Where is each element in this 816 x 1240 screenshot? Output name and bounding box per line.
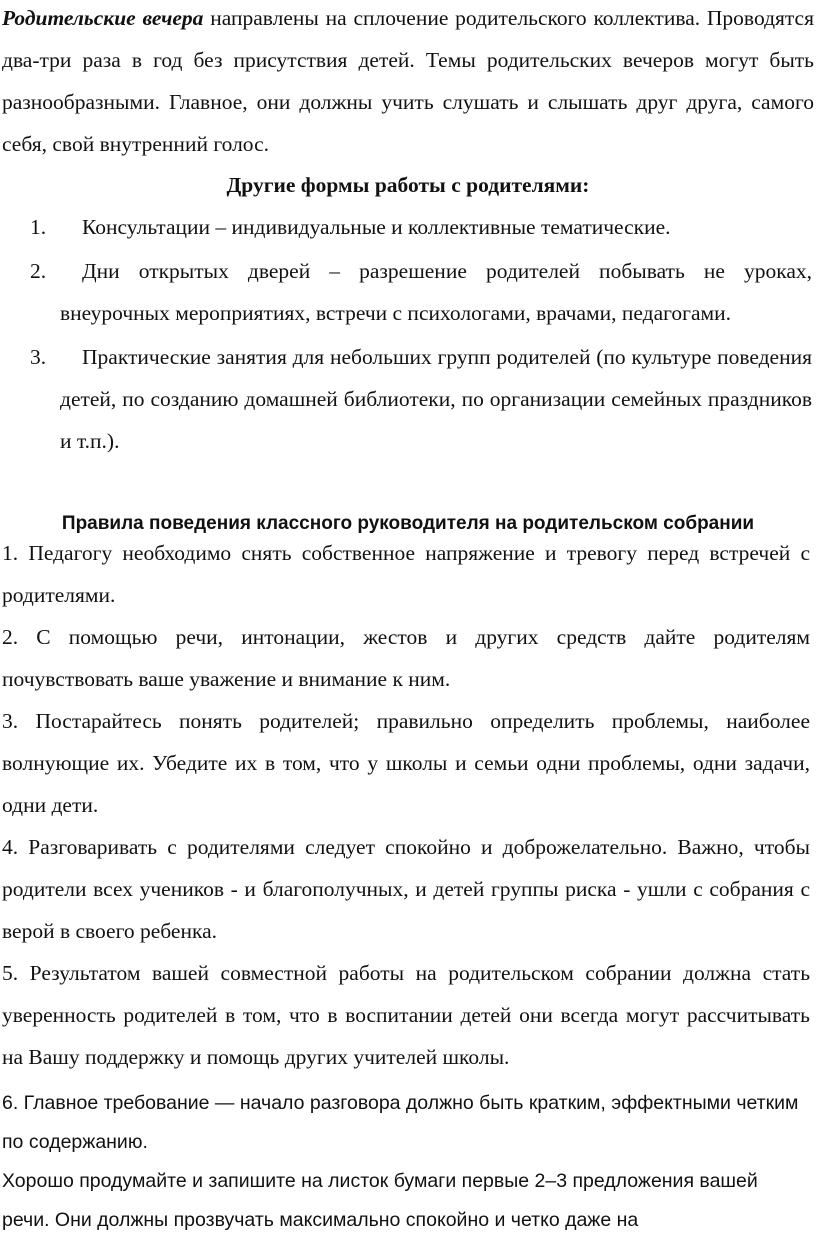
rules-heading: Правила поведения классного руководителя на родительском собрании: [61, 513, 755, 534]
list-item-number: 3.: [30, 345, 47, 369]
other-forms-heading: Другие формы работы с родителями:: [226, 173, 590, 197]
intro-paragraph: [0, 0, 816, 165]
list-item-number: 1.: [30, 215, 47, 239]
list-item: [0, 206, 814, 248]
list-item-text: Практические занятия для небольших групп родителей (по культуре поведения детей, по созданию домашней библиотеки, по организации семейных праздников и т.п.).: [60, 345, 812, 453]
tail-section: [0, 1084, 812, 1240]
rule-item: 1. Педагогу необходимо снять собственное напряжение и тревогу перед встречей с родителями.: [2, 541, 810, 607]
rules-list: [0, 532, 812, 1078]
rule-item: 5. Результатом вашей совместной работы на родительском собрании должна стать уверенность родителей в том, что в воспитании детей они всегда могут рассчитывать на Вашу поддержку и помощь других учителей школы.: [2, 961, 810, 1069]
rule-item: 2. С помощью речи, интонации, жестов и других средств дайте родителям почувствовать ваше уважение и внимание к ним.: [2, 625, 810, 691]
intro-lead: Родительские вечера: [2, 6, 204, 30]
rule-item: 4. Разговаривать с родителями следует спокойно и доброжелательно. Важно, чтобы родители всех учеников - и благополучных, и детей группы риска - ушли с собрания с верой в своего ребенка.: [2, 835, 810, 943]
intro-text: направлены на сплочение родительского коллектива. Проводятся два-три раза в год без присутствия детей. Темы родительских вечеров могут быть разнообразными. Главное, они должны учить слушать и слышать друг друга, самого себя, свой внутренний голос.: [2, 6, 814, 156]
other-forms-list: [0, 206, 814, 464]
list-item-text: Консультации – индивидуальные и коллективные тематические.: [82, 215, 671, 239]
rule-item: 3. Постарайтесь понять родителей; правильно определить проблемы, наиболее волнующие их. Убедите их в том, что у школы и семьи одни проблемы, одни задачи, одни дети.: [2, 709, 810, 817]
list-item-text: Дни открытых дверей – разрешение родителей побывать не уроках, внеурочных мероприятиях, встречи с психологами, врачами, педагогами.: [60, 259, 812, 325]
rule-item-6: 6. Главное требование — начало разговора должно быть кратким, эффектными четким по содержанию.: [2, 1092, 799, 1153]
list-item: [0, 250, 814, 334]
advice-paragraph: Хорошо продумайте и запишите на листок бумаги первые 2–3 предложения вашей речи. Они должны прозвучать максимально спокойно и четко даже на: [2, 1170, 758, 1231]
list-item-number: 2.: [30, 259, 47, 283]
list-item: [0, 336, 814, 462]
